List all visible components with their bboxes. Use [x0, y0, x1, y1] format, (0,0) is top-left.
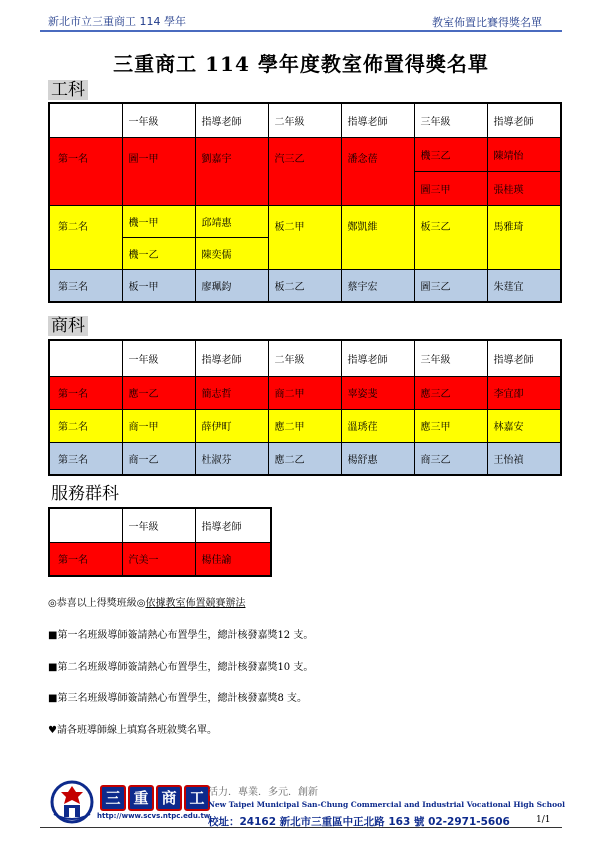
- section-title-shang: 商科: [48, 316, 88, 336]
- school-slogan: 活力．專業．多元．創新: [208, 787, 318, 798]
- col-header-grade1: 一年級: [122, 340, 195, 376]
- award-table-gong: [48, 102, 562, 303]
- col-header-teacher: 指導老師: [341, 103, 414, 137]
- teacher-cell: 劉嘉宇: [195, 137, 268, 205]
- header-school-year: 新北市立三重商工 114 學年: [48, 15, 186, 28]
- teacher-cell: 辜姿斐: [341, 376, 414, 409]
- col-header-grade3: 三年級: [414, 103, 487, 137]
- table-row: [49, 269, 561, 302]
- teacher-cell: 邱靖惠: [195, 205, 268, 237]
- class-cell: 板三乙: [414, 205, 487, 269]
- school-brand-mark: [100, 785, 210, 811]
- teacher-cell: 廖珮鈞: [195, 269, 268, 302]
- table-row: [49, 542, 271, 576]
- class-cell: 應一乙: [122, 376, 195, 409]
- col-header-teacher: 指導老師: [195, 508, 271, 542]
- teacher-cell: 王怡禎: [487, 442, 561, 475]
- table-header-row: [49, 103, 561, 137]
- section-title-fuwu: 服務群科: [51, 484, 119, 504]
- rank-first: 第一名: [49, 137, 122, 205]
- note-second-prize: ■第二名班級導師簽請熱心布置學生，總計核發嘉獎10 支。: [48, 662, 314, 673]
- teacher-cell: 蔡宇宏: [341, 269, 414, 302]
- teacher-cell: 陳靖怡: [487, 137, 561, 171]
- class-cell: 機一甲: [122, 205, 195, 237]
- page-title: 三重商工 114 學年度教室佈置得獎名單: [113, 52, 489, 76]
- teacher-cell: 張桂瑛: [487, 171, 561, 205]
- table-row: [49, 205, 561, 237]
- table-header-row: [49, 340, 561, 376]
- col-header-teacher: 指導老師: [341, 340, 414, 376]
- blank-header-cell: [49, 340, 122, 376]
- brand-char: 工: [184, 785, 210, 811]
- teacher-cell: 楊佳諭: [195, 542, 271, 576]
- teacher-cell: 馬雅琦: [487, 205, 561, 269]
- table-row: [49, 137, 561, 171]
- rank-second: 第二名: [49, 205, 122, 269]
- teacher-cell: 溫琇荏: [341, 409, 414, 442]
- note-congrats: [48, 594, 245, 609]
- note-third-prize: ■第三名班級導師簽請熱心布置學生，總計核發嘉獎8 支。: [48, 693, 307, 704]
- teacher-cell: 李宜卲: [487, 376, 561, 409]
- class-cell: 汽美一: [122, 542, 195, 576]
- class-cell: 機三乙: [414, 137, 487, 171]
- rank-third: 第三名: [49, 269, 122, 302]
- col-header-grade3: 三年級: [414, 340, 487, 376]
- table-row: [49, 442, 561, 475]
- teacher-cell: 杜淑芬: [195, 442, 268, 475]
- note-first-prize: ■第一名班級導師簽請熱心布置學生，總計核發嘉獎12 支。: [48, 630, 314, 641]
- col-header-grade2: 二年級: [268, 103, 341, 137]
- col-header-teacher: 指導老師: [487, 103, 561, 137]
- class-cell: 商一甲: [122, 409, 195, 442]
- class-cell: 圖一甲: [122, 137, 195, 205]
- table-header-row: [49, 508, 271, 542]
- col-header-grade1: 一年級: [122, 103, 195, 137]
- class-cell: 商二甲: [268, 376, 341, 409]
- col-header-grade2: 二年級: [268, 340, 341, 376]
- rank-first: 第一名: [49, 376, 122, 409]
- teacher-cell: 陳奕儒: [195, 237, 268, 269]
- class-cell: 商一乙: [122, 442, 195, 475]
- rank-first: 第一名: [49, 542, 122, 576]
- class-cell: 商三乙: [414, 442, 487, 475]
- class-cell: 應三甲: [414, 409, 487, 442]
- school-address: 校址：24162 新北市三重區中正北路 163 號 02-2971-5606: [208, 816, 510, 828]
- class-cell: 應二乙: [268, 442, 341, 475]
- header-divider: [40, 30, 562, 32]
- col-header-teacher: 指導老師: [195, 103, 268, 137]
- class-cell: 圖三乙: [414, 269, 487, 302]
- class-cell: 汽三乙: [268, 137, 341, 205]
- col-header-teacher: 指導老師: [195, 340, 268, 376]
- class-cell: 應三乙: [414, 376, 487, 409]
- teacher-cell: 薛伊町: [195, 409, 268, 442]
- class-cell: 應二甲: [268, 409, 341, 442]
- teacher-cell: 潘念蓓: [341, 137, 414, 205]
- blank-header-cell: [49, 508, 122, 542]
- class-cell: 板二甲: [268, 205, 341, 269]
- teacher-cell: 楊舒惠: [341, 442, 414, 475]
- note-congrats-text: ◎恭喜以上得獎班級◎: [48, 598, 146, 609]
- brand-char: 重: [128, 785, 154, 811]
- note-rule-reference: 依據教室佈置競賽辦法: [145, 598, 246, 609]
- school-logo-icon: [50, 780, 94, 824]
- rank-third: 第三名: [49, 442, 122, 475]
- award-table-shang: [48, 339, 562, 476]
- note-instruction: ♥請各班導師線上填寫各班敘獎名單。: [48, 725, 217, 736]
- table-row: [49, 376, 561, 409]
- section-title-gong: 工科: [48, 80, 88, 100]
- teacher-cell: 鄭凱維: [341, 205, 414, 269]
- footer-divider: [40, 827, 562, 828]
- brand-char: 商: [156, 785, 182, 811]
- col-header-teacher: 指導老師: [487, 340, 561, 376]
- teacher-cell: 林嘉安: [487, 409, 561, 442]
- rank-second: 第二名: [49, 409, 122, 442]
- class-cell: 板二乙: [268, 269, 341, 302]
- header-doc-name: 教室佈置比賽得獎名單: [432, 16, 542, 29]
- blank-header-cell: [49, 103, 122, 137]
- brand-char: 三: [100, 785, 126, 811]
- page-number: 1/1: [536, 815, 551, 825]
- class-cell: 圖三甲: [414, 171, 487, 205]
- school-url: http://www.scvs.ntpc.edu.tw: [97, 812, 211, 820]
- school-english-name: New Taipei Municipal San-Chung Commercial and Industrial Vocational High School: [208, 800, 565, 809]
- teacher-cell: 簡志哲: [195, 376, 268, 409]
- class-cell: 板一甲: [122, 269, 195, 302]
- teacher-cell: 朱莛宜: [487, 269, 561, 302]
- class-cell: 機一乙: [122, 237, 195, 269]
- award-table-fuwu: [48, 507, 272, 577]
- table-row: [49, 409, 561, 442]
- col-header-grade1: 一年級: [122, 508, 195, 542]
